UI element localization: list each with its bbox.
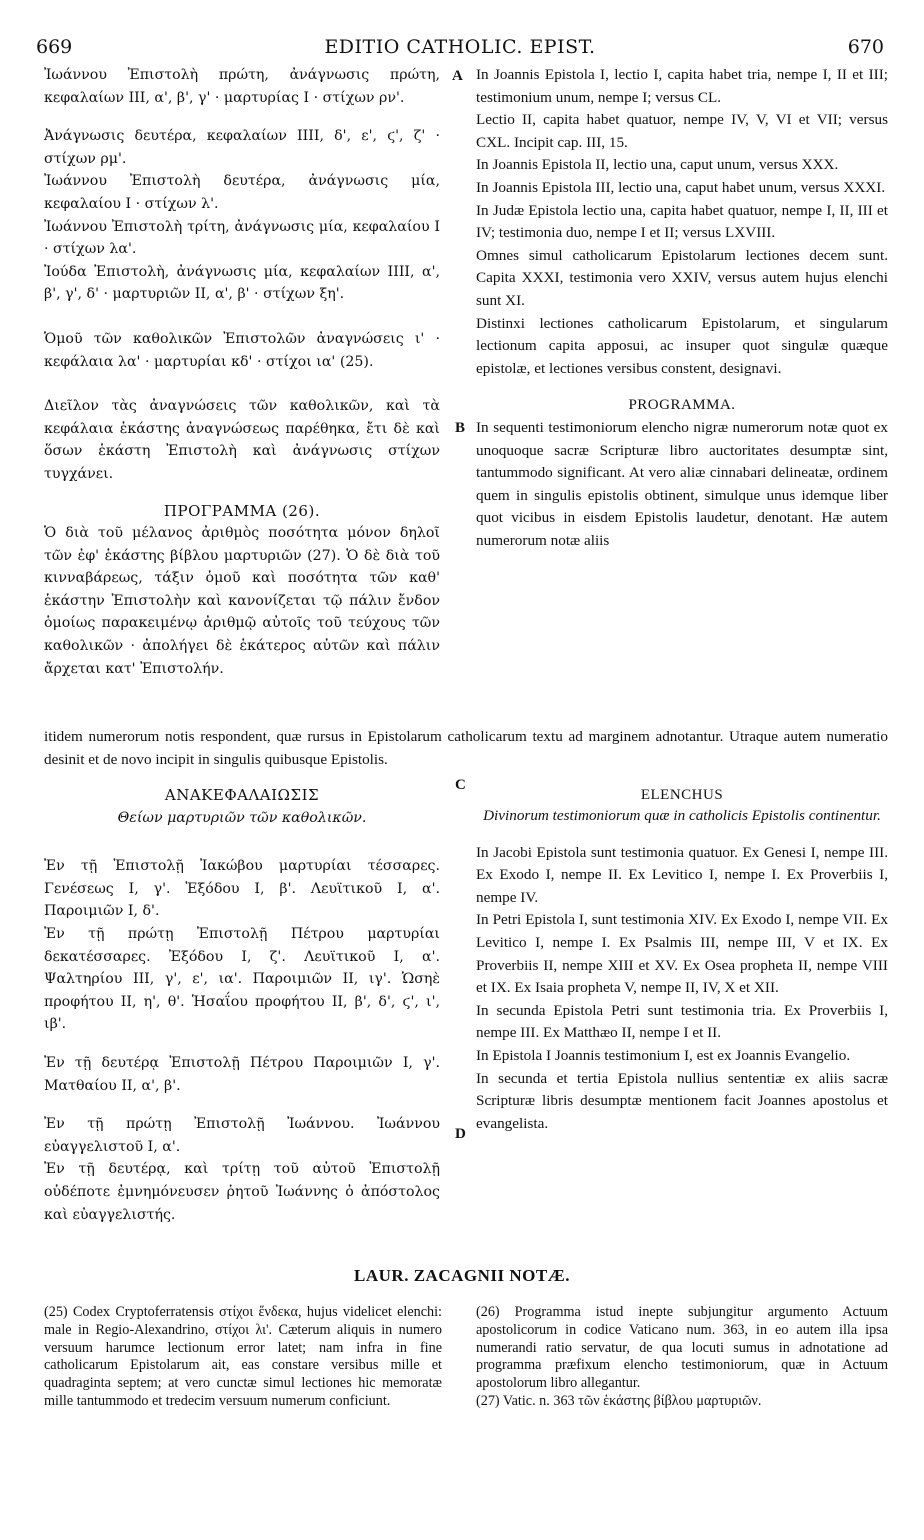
greek-paragraph: Ἰούδα Ἐπιστολὴ, ἀνάγνωσις μία, κεφαλαίων IIII, α', β', γ', δ' · μαρτυριῶν II, α', β' · στίχων ξη'. [44,263,440,303]
latin-paragraph: In Joannis Epistola III, lectio una, caput habet unum, versus XXXI. [476,178,886,196]
greek-column-top [44,64,440,680]
margin-marker-b: B [455,420,466,436]
greek-paragraph: Ἰωάννου Ἐπιστολὴ πρώτη, ἀνάγνωσις πρώτη, κεφαλαίων III, α', β', γ' · μαρτυρίας I · στίχων ρν'. [44,67,440,106]
running-title: EDITIO CATHOLIC. EPIST. [324,36,596,58]
elenchus-title: ELENCHUS [640,787,724,803]
latin-elenchus-entry: In secunda et tertia Epistola nullius sententiæ ex aliis sacræ Scripturæ libris desumptæ mentionem facit Joannes apostolus et evangelista. [476,1069,888,1132]
page-number-left: 669 [36,36,73,58]
latin-elenchus-entry: In Epistola I Joannis testimonium I, est ex Joannis Evangelio. [476,1046,851,1064]
latin-paragraph: In Judæ Epistola lectio una, capita habet quatuor, nempe I, II, III et IV; testimonia duo, nempe I et II; versus LXVIII. [476,201,888,242]
margin-marker-d: D [455,1126,466,1142]
programma-continuation: itidem numerorum notis respondent, quæ rursus in Epistolarum catholicarum textu ad marginem adnotantur. Utraque autem numeratio desinit et de novo incipit in singulis quibusque Epistolis. [44,728,888,768]
latin-programma-text: In sequenti testimoniorum elencho nigræ numerorum notæ quot ex unoquoque sacræ Scripturæ libro auctoritates desumptæ sint, tantummodo significant. At vero aliæ cinnabari delineatæ, ordinem quem in singulis epistolis obtinent, simulque unus idemque liber quot vicibus in eisdem Epistolis laudetur, denotant. Hæ autem numerorum notæ aliis [476,418,888,549]
note-25: (25) Codex Cryptoferratensis στίχοι ἕνδεκα, hujus videlicet elenchi: male in Regio-Alexandrino, στίχοι λι'. Cæterum aliquis in numero versuum harumce lectionum error latet; nam infra in fine catholicarum Epistolarum ait, eas constare versibus mille et quadraginta septem; at vero cunctæ simul lectiones hic memoratæ mille tantummodo et tredecim versuum numerum conficiunt. [44,1304,442,1409]
latin-paragraph: Omnes simul catholicarum Epistolarum lectiones decem sunt. Capita XXXI, testimonia vero XXIV, versus autem hujus elenchi sunt XI. [476,246,888,309]
greek-elenchus-entry: Ἐν τῇ Ἐπιστολῇ Ἰακώβου μαρτυρίαι τέσσαρες. Γενέσεως I, γ'. Ἐξόδου I, β'. Λευϊτικοῦ I, α'. Παροιμιῶν I, δ'. [44,858,440,920]
latin-programma-title: PROGRAMMA. [628,397,736,414]
notes-right [476,1304,888,1411]
page-number-right: 670 [847,36,884,58]
note-27: (27) Vatic. n. 363 τῶν ἑκάστης βίβλου μαρτυριῶν. [476,1392,762,1409]
latin-column-bottom [476,784,888,1135]
margin-marker-a: A [452,68,463,84]
elenchus-subtitle: Divinorum testimoniorum quæ in catholicis Epistolis continentur. [483,806,881,824]
running-header [36,36,884,60]
latin-elenchus-entry: In secunda Epistola Petri sunt testimonia tria. Ex Proverbiis I, nempe III. Ex Matthæo II, nempe I et II. [476,1001,888,1042]
latin-paragraph: In Joannis Epistola II, lectio una, caput unum, versus XXX. [476,156,839,174]
anakephalaiosis-title: ΑΝΑΚΕΦΑΛΑΙΩΣΙΣ [164,786,320,804]
greek-paragraph: Ἀνάγνωσις δευτέρα, κεφαλαίων IIII, δ', ε', ϛ', ζ' · στίχων ρμ'. [44,128,440,167]
greek-paragraph: Ἰωάννου Ἐπιστολὴ δευτέρα, ἀνάγνωσις μία, κεφαλαίου I · στίχων λ'. [44,173,440,212]
greek-paragraph: Ὁμοῦ τῶν καθολικῶν Ἐπιστολῶν ἀναγνώσεις ι' · κεφάλαια λα' · μαρτυρίαι κδ' · στίχοι ια' (25). [44,330,440,370]
latin-paragraph: Lectio II, capita habet quatuor, nempe IV, V, VI et VII; versus CXL. Incipit cap. III, 15. [476,111,888,151]
greek-paragraph: Διεῖλον τὰς ἀναγνώσεις τῶν καθολικῶν, καὶ τὰ κεφάλαια ἑκάστης ἀναγνώσεως παρέθηκα, ἔτι δὲ καὶ ὅσων ἑκάστη Ἐπιστολὴ καὶ ἀνάγνωσις στίχων τυγχάνει. [44,398,440,482]
notes-title: LAUR. ZACAGNII NOTÆ. [354,1266,570,1285]
greek-elenchus-entry: Ἐν τῇ δευτέρᾳ Ἐπιστολῇ Πέτρου Παροιμιῶν I, γ'. Ματθαίου II, α', β'. [44,1054,440,1094]
anakephalaiosis-subtitle: Θείων μαρτυριῶν τῶν καθολικῶν. [117,809,367,826]
latin-elenchus-entry: In Jacobi Epistola sunt testimonia quatuor. Ex Genesi I, nempe III. Ex Exodo I, nempe II. Ex Levitico I, nempe I. Ex Proverbiis I, nempe IV. [476,843,888,906]
greek-programma-title: ΠΡΟΓΡΑΜΜΑ (26). [163,501,321,520]
latin-paragraph: Distinxi lectiones catholicarum Epistolarum, et singularum lectionum capita apposui, ac insuper quot singulæ quæque epistolæ, et lectiones versibus constent, designavi. [476,314,888,377]
greek-paragraph: Ἰωάννου Ἐπιστολὴ τρίτη, ἀνάγνωσις μία, κεφαλαίου I · στίχων λα'. [44,218,440,258]
latin-column-top [476,64,888,552]
greek-programma-text: Ὁ διὰ τοῦ μέλανος ἀριθμὸς ποσότητα μόνον δηλοῖ τῶν ἐφ' ἑκάστης βίβλου μαρτυριῶν (27). Ὁ δὲ διὰ τοῦ κινναβάρεως, τάξιν ὁμοῦ καὶ ποσότητα τῶν καθ' ἑκάστην Ἐπιστολὴν καὶ κανονίζεται τῷ πάλιν ἔνδον ὁμοίως παρακειμένῳ ἀριθμῷ αὐτοῖς τοῦ τεύχους τῶν καθολικῶν · ἀπολήγει δὲ ἑκάτερος αὐτῶν καὶ πάλιν ἄρχεται κατ' Ἐπιστολήν. [44,525,440,677]
greek-elenchus-entry: Ἐν τῇ πρώτῃ Ἐπιστολῇ Ἰωάννου. Ἰωάννου εὐαγγελιστοῦ I, α'. [44,1116,440,1155]
latin-paragraph: In Joannis Epistola I, lectio I, capita habet tria, nempe I, II et III; testimonium unum, nempe I; versus CL. [476,66,888,106]
note-26: (26) Programma istud inepte subjungitur argumento Actuum apostolicorum in codice Vaticano num. 363, in eo autem illa ipsa numerandi ratio servatur, de qua locuti sumus in adnotatione ad programma præfixum elencho testimoniorum, quæ in Actuum apostolorum libro allegantur. [476,1304,888,1392]
margin-marker-c: C [455,777,466,793]
latin-elenchus-entry: In Petri Epistola I, sunt testimonia XIV. Ex Exodo I, nempe VII. Ex Levitico I, nempe I. Ex Psalmis III, nempe III, V et IX. Ex Proverbiis II, nempe XIII et XV. Ex Osea propheta II, nempe VIII et IX. Ex Isaia propheta V, nempe II, IV, X et XII. [476,911,888,997]
greek-elenchus-entry: Ἐν τῇ δευτέρᾳ, καὶ τρίτῃ τοῦ αὐτοῦ Ἐπιστολῇ οὐδέποτε ἐμνημόνευσεν ῥητοῦ Ἰωάννης ὁ ἀπόστολος καὶ εὐαγγελιστής. [44,1161,440,1223]
greek-elenchus-entry: Ἐν τῇ πρώτῃ Ἐπιστολῇ Πέτρου μαρτυρίαι δεκατέσσαρες. Ἐξόδου I, ζ'. Λευϊτικοῦ I, α'. Ψαλτηρίου III, γ', ε', ια'. Παροιμιῶν II, ιγ'. Ὡσηὲ προφήτου II, η', θ'. Ἡσαΐου προφήτου II, β', δ', ϛ', ι', ιβ'. [44,925,440,1033]
greek-column-bottom [44,784,440,1226]
